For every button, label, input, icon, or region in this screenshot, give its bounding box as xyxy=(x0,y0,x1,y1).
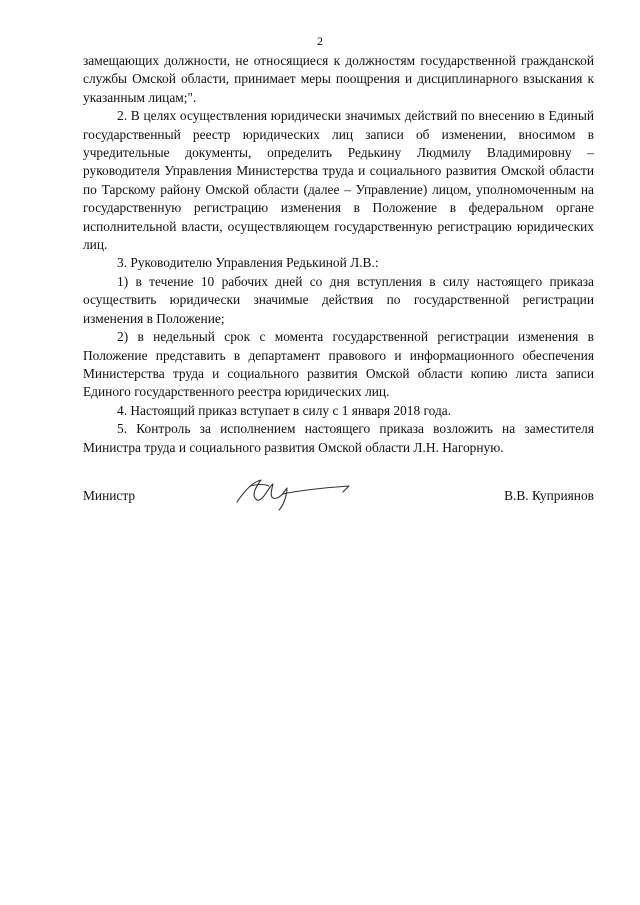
signatory-title: Министр xyxy=(83,488,136,503)
paragraph-continuation: замещающих должности, не относящиеся к должностям государственной гражданской службы Омской области, принимает меры поощрения и дисциплинарного взыскания к указанным лицам;". xyxy=(83,53,594,105)
document-body xyxy=(83,52,594,457)
paragraph-subitem-1: 1) в течение 10 рабочих дней со дня вступления в силу настоящего приказа осуществить юридически значимые действия по государственной регистрации изменения в Положение; xyxy=(83,273,594,326)
signatory-name: В.В. Куприянов xyxy=(504,488,594,503)
paragraph-item-5: 5. Контроль за исполнением настоящего приказа возложить на заместителя Министра труда и социального развития Омской области Л.Н. Нагорную. xyxy=(83,421,594,455)
paragraph-item-2: 2. В целях осуществления юридически значимых действий по внесению в Единый государственный реестр юридических лиц записи об изменении, вносимом в учредительные документы, определить Редькину Людмилу Владимировну – руководителя Управления Министерства труда и социального развития Омской области по Тарскому району Омской области (далее – Управление) лицом, уполномоченным на государственную регистрацию изменения в Положение в федеральном органе исполнительной власти, осуществляющем государственную регистрацию юридических лиц. xyxy=(83,108,594,253)
page-number: 2 xyxy=(317,34,323,48)
paragraph-item-3: 3. Руководителю Управления Редькиной Л.В.: xyxy=(117,255,379,271)
signature-block xyxy=(83,478,594,518)
paragraph-subitem-2: 2) в недельный срок с момента государственной регистрации изменения в Положение представить в департамент правового и информационного обеспечения Министерства труда и социального развития Омской области копию листа записи Единого государственного реестра юридических лиц. xyxy=(83,329,594,400)
paragraph-item-4: 4. Настоящий приказ вступает в силу с 1 января 2018 года. xyxy=(117,402,452,418)
handwritten-signature xyxy=(231,472,361,512)
